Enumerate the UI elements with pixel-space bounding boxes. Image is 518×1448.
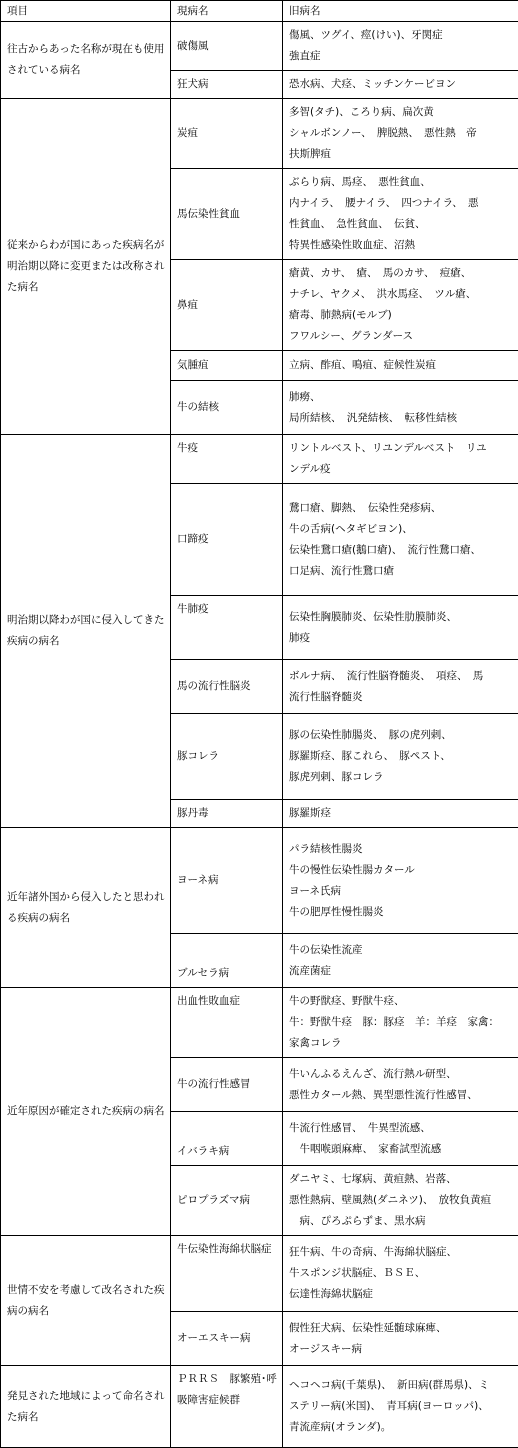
old-name-line: シャルボンノー、 脾脱熱、 悪性熱 帝 <box>289 123 514 144</box>
old-names-cell <box>283 381 518 435</box>
old-names-cell <box>283 22 518 71</box>
category-cell: 明治期以降わが国に侵入してきた疾病の病名 <box>1 435 171 828</box>
current-name-cell: ブルセラ病 <box>171 934 283 988</box>
old-name-line: 瘡毒、肺熱病(モルブ) <box>289 305 514 326</box>
old-name-line: 豚羅斯痉、豚これら、 豚ペスト、 <box>289 746 514 767</box>
current-name-cell: イバラキ病 <box>171 1112 283 1166</box>
current-name-cell: 狂犬病 <box>171 71 283 99</box>
current-name-cell: 牛疫 <box>171 435 283 484</box>
old-name-line: 牛の伝染性流産 <box>289 940 514 961</box>
category-cell: 往古からあった名称が現在も使用されている病名 <box>1 22 171 99</box>
old-names-cell <box>283 714 518 800</box>
old-name-line: ぶらり病、馬痉、 悪性貧血、 <box>289 172 514 193</box>
current-name-cell: ピロプラズマ病 <box>171 1166 283 1236</box>
old-names-cell <box>283 435 518 484</box>
current-name-cell: 口蹄疫 <box>171 484 283 596</box>
old-names-cell <box>283 934 518 988</box>
current-name-cell: 牛伝染性海綿状脳症 <box>171 1236 283 1312</box>
old-name-line: 内ナイラ、 腰ナイラ、 四つナイラ、 悪 <box>289 193 514 214</box>
old-name-line: 家禽コレラ <box>289 1033 514 1054</box>
old-name-line: ヨーネ氏病 <box>289 881 514 902</box>
header-old-name: 旧病名 <box>283 1 518 22</box>
table-row <box>1 988 518 1058</box>
old-name-line: 病、ぴろぷらずま、黒水病 <box>289 1211 514 1232</box>
old-names-cell <box>283 484 518 596</box>
old-name-line: 瘡黄、カサ、 瘡、 馬のカサ、 痘瘡、 <box>289 263 514 284</box>
old-name-line: 特異性感染性敗血症、沼熱 <box>289 235 514 256</box>
old-name-line: 豚の伝染性肺腸炎、 豚の虎列剌、 <box>289 725 514 746</box>
table-row <box>1 99 518 169</box>
table-body <box>1 22 518 1448</box>
old-name-line: 牛の野獣痉、野獣牛痉、 <box>289 991 514 1012</box>
old-name-line: 伝達性海綿状脳症 <box>289 1284 514 1305</box>
current-name-cell: 炭疽 <box>171 99 283 169</box>
old-names-cell <box>283 988 518 1058</box>
old-name-line: 牛の慢性伝染性腸カタール <box>289 860 514 881</box>
old-name-line: 牛咽喉頭麻痺、 家畜試型流感 <box>289 1139 514 1160</box>
old-name-line: 恐水病、犬痉、ミッチンケービヨン <box>289 74 514 95</box>
table-row <box>1 435 518 484</box>
current-name-cell: 馬伝染性貧血 <box>171 169 283 260</box>
old-names-cell <box>283 1366 518 1448</box>
old-name-line: 狂牛病、牛の奇病、牛海綿状脳症、 <box>289 1242 514 1263</box>
old-names-cell <box>283 1236 518 1312</box>
current-name-cell: ＰＲＲＳ 豚繁殖･呼吸障害症候群 <box>171 1366 283 1448</box>
old-names-cell <box>283 99 518 169</box>
old-name-line: リントルベスト、リユンデルベスト リユ <box>289 438 514 459</box>
old-names-cell <box>283 351 518 381</box>
old-name-line: 伝染性鵞口瘡(鵝口瘡)、 流行性鵞口瘡、 <box>289 540 514 561</box>
old-name-line: 性貧血、 急性貧血、 伝貧、 <box>289 214 514 235</box>
old-name-line: 牛スポンジ状脳症、ＢＳＥ、 <box>289 1263 514 1284</box>
table-row <box>1 828 518 934</box>
table-row <box>1 22 518 71</box>
old-name-line: 伝染性胸膜肺炎、伝染性肋膜肺炎、 <box>289 607 514 628</box>
current-name-cell: ヨーネ病 <box>171 828 283 934</box>
old-name-line: ボルナ病、 流行性脳脊髄炎、 項痉、 馬 <box>289 666 514 687</box>
current-name-cell: 馬の流行性脳炎 <box>171 660 283 714</box>
old-names-cell <box>283 169 518 260</box>
table-row <box>1 1366 518 1448</box>
old-names-cell <box>283 1166 518 1236</box>
old-names-cell <box>283 800 518 828</box>
old-name-line: 牛いんふるえんざ、流行熱ル研型、 <box>289 1064 514 1085</box>
old-name-line: 牛の肥厚性慢性腸炎 <box>289 902 514 923</box>
old-names-cell <box>283 71 518 99</box>
current-name-cell: 破傷風 <box>171 22 283 71</box>
current-name-cell: 出血性敗血症 <box>171 988 283 1058</box>
old-names-cell <box>283 596 518 660</box>
old-name-line: 肺疫 <box>289 628 514 649</box>
old-name-line: 豚虎列剌、豚コレラ <box>289 767 514 788</box>
header-row <box>1 1 518 22</box>
old-name-line: ンデル疫 <box>289 459 514 480</box>
old-name-line: フワルシー、グランダース <box>289 326 514 347</box>
old-name-line: 假性狂犬病、伝染性延髄球麻痺、 <box>289 1318 514 1339</box>
old-name-line: 扶斯脾疽 <box>289 144 514 165</box>
category-cell: 従来からわが国にあった疾病名が明治期以降に変更または改称された病名 <box>1 99 171 435</box>
old-name-line: ヘコヘコ病(千葉県)、 新田病(群馬県)、ミ <box>289 1375 514 1396</box>
old-name-line: ダニヤミ、七塚病、黄疸熱、岩落、 <box>289 1169 514 1190</box>
old-name-line: 豚羅斯痉 <box>289 803 514 824</box>
current-name-cell: 牛の結核 <box>171 381 283 435</box>
old-names-cell <box>283 1312 518 1366</box>
old-name-line: パラ結核性腸炎 <box>289 839 514 860</box>
category-cell: 世情不安を考慮して改名された疾病の病名 <box>1 1236 171 1366</box>
table-row <box>1 1236 518 1312</box>
current-name-cell: オーエスキー病 <box>171 1312 283 1366</box>
old-names-cell <box>283 1058 518 1112</box>
old-names-cell <box>283 828 518 934</box>
current-name-cell: 牛の流行性感冒 <box>171 1058 283 1112</box>
old-name-line: オージスキー病 <box>289 1339 514 1360</box>
header-current-name: 現病名 <box>171 1 283 22</box>
category-cell: 近年諸外国から侵入したと思われる疾病の病名 <box>1 828 171 988</box>
old-names-cell <box>283 1112 518 1166</box>
category-cell: 近年原因が確定された疾病の病名 <box>1 988 171 1236</box>
old-name-line: ナチレ、ヤクメ、 洪水馬痉、 ツル瘡、 <box>289 284 514 305</box>
current-name-cell: 気腫疽 <box>171 351 283 381</box>
old-names-cell <box>283 260 518 351</box>
old-name-line: 口足病、流行性鵞口瘡 <box>289 561 514 582</box>
old-name-line: 青流産病(オランダ)。 <box>289 1417 514 1438</box>
header-category: 項目 <box>1 1 171 22</box>
old-name-line: 立病、酢疽、鳴疽、症候性炭疽 <box>289 355 514 376</box>
old-names-cell <box>283 660 518 714</box>
old-name-line: 悪性カタール熱、異型悪性流行性感冒、 <box>289 1085 514 1106</box>
current-name-cell: 豚コレラ <box>171 714 283 800</box>
old-name-line: 悪性熱病、壁風熱(ダニネツ)、 放牧負黄疸 <box>289 1190 514 1211</box>
old-name-line: 牛：野獣牛痉 豚：豚痉 羊：羊痉 家禽： <box>289 1012 514 1033</box>
old-name-line: ステリー病(米国)、 青耳病(ヨーロッパ)、 <box>289 1396 514 1417</box>
category-cell: 発見された地域によって命名された病名 <box>1 1366 171 1448</box>
old-name-line: 肺癆、 <box>289 387 514 408</box>
current-name-cell: 豚丹毒 <box>171 800 283 828</box>
old-name-line: 鵞口瘡、脚熱、 伝染性発疹病、 <box>289 498 514 519</box>
current-name-cell: 鼻疽 <box>171 260 283 351</box>
old-name-line: 強直症 <box>289 46 514 67</box>
old-name-line: 牛の舌病(ヘタギビヨン)、 <box>289 519 514 540</box>
old-name-line: 流行性脳脊髄炎 <box>289 687 514 708</box>
old-name-line: 多智(タチ)、ころり病、扁次黄 <box>289 102 514 123</box>
old-name-line: 牛流行性感冒、 牛異型流感、 <box>289 1118 514 1139</box>
current-name-cell: 牛肺疫 <box>171 596 283 660</box>
old-name-line: 傷風、ツグイ、痙(けい)、牙関症 <box>289 25 514 46</box>
old-name-line: 流産菌症 <box>289 961 514 982</box>
old-name-line: 局所結核、 汎発結核、 転移性結核 <box>289 408 514 429</box>
